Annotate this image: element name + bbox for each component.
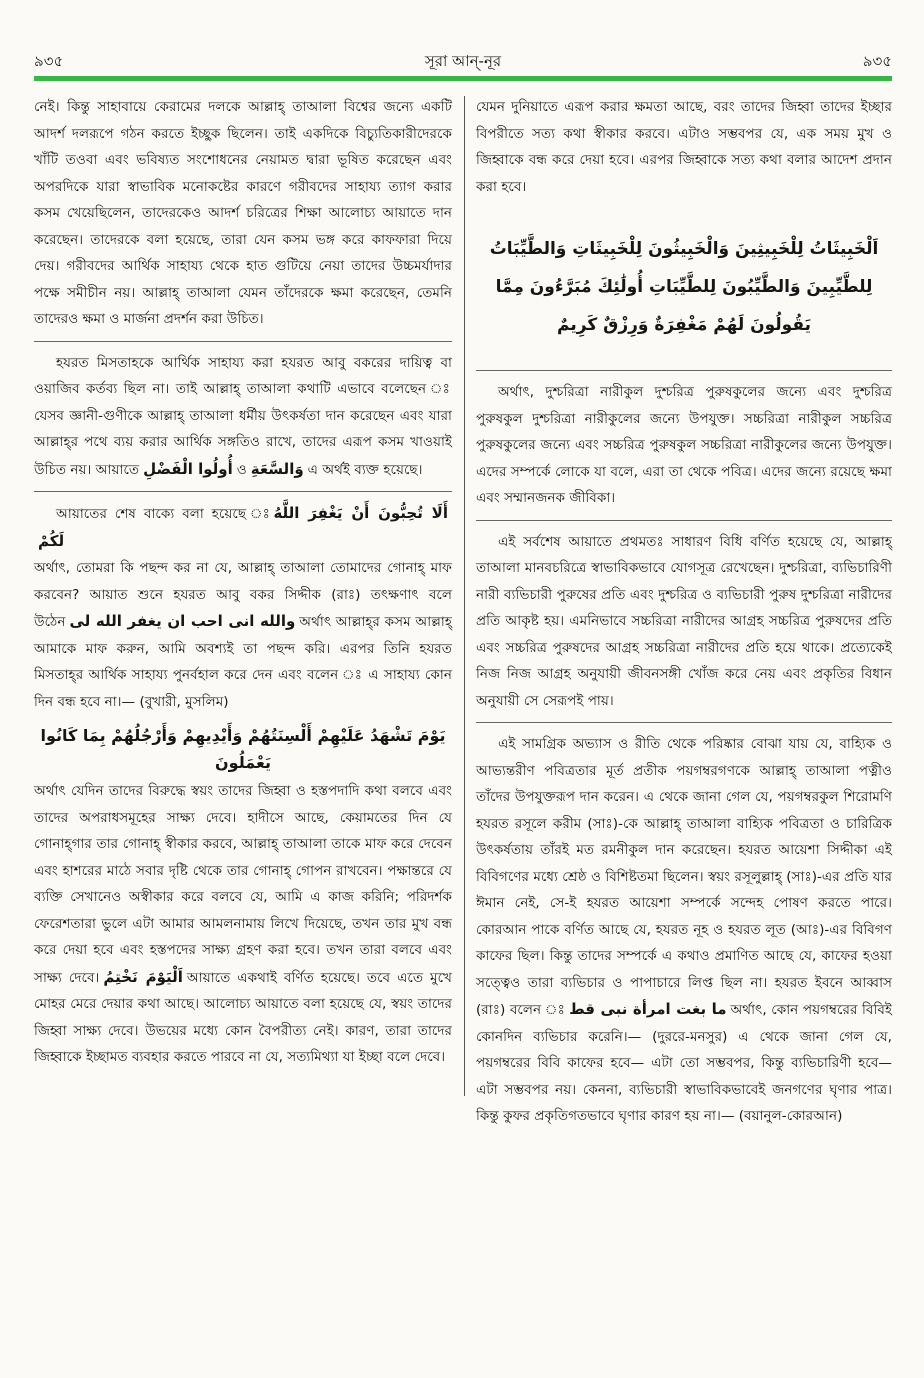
header-green-rule <box>34 76 892 81</box>
page-number-right: ৯৩৫ <box>862 52 892 70</box>
section-rule <box>34 491 452 492</box>
arabic-verse-tashhadu: يَوْمَ تَشْهَدُ عَلَيْهِمْ أَلْسِنَتُهُمْ وَأَيْدِيهِمْ وَأَرْجُلُهُمْ بِمَا كَانُوا يَعْمَلُونَ <box>40 726 446 772</box>
arabic-verse-line: اَلْخَبِيثَاتُ لِلْخَبِيثِينَ وَالْخَبِيثُونَ لِلْخَبِيثَاتِ وَالطَّيِّبَاتُ <box>489 239 879 259</box>
right-paragraph-4-text-a: এই সামগ্রিক অভ্যাস ও রীতি থেকে পরিষ্কার বোঝা যায় যে, বাহ্যিক ও আভ্যন্তরীণ পবিত্রতার মূর্ত প্রতীক পয়গম্বরগণকে আল্লাহ্ তাআলা পত্নীও তাঁদের উপযুক্তরূপ দান করেন। এ থেকে জানা গেল যে, পয়গম্বরকুল শিরোমণি হযরত রসূলে করীম (সাঃ)-কে আল্লাহ্ তাআলা বাহ্যিক পবিত্রতা ও চারিত্রিক উৎকর্ষতায় তাঁরই মত রমনীকুল দান করেছেন। হযরত আয়েশা সিদ্দীকা এই বিবিগণের মধ্যে শ্রেষ্ঠ ও বিশিষ্টতমা ছিলেন। স্বয়ং রসূলুল্লাহ্ (সাঃ)-এর প্রতি যার ঈমান নেই, সে-ই হযরত আয়েশা সম্পর্কে সন্দেহ পোষণ করতে পারে। কোরআন পাকে বর্ণিত আছে যে, হযরত নূহ ও হযরত লূত (আঃ)-এর বিবিগণ কাফের ছিল। কিন্তু তাদের সম্পর্কে এ কথাও প্রমাণিত আছে যে, কাফের হওয়া সত্ত্বেও তারা ব্যভিচার ও পাপাচারে লিপ্ত ছিল না। হযরত ইবনে আব্বাস (রাঃ) বলেন ঃ <box>476 736 892 1018</box>
left-paragraph-2-text-a: হযরত মিসতাহকে আর্থিক সাহায্য করা হযরত আবু বকরের দায়িত্ব বা ওয়াজিব কর্তব্য ছিল না। তাই আল্লাহ্ তাআলা কথাটি এভাবে বলেছেন ঃ যেসব জ্ঞানী-গুণীকে আল্লাহ্ তাআলা ধর্মীয় উৎকর্ষতা দান করেছেন এবং যারা আল্লাহ্‌র পথে ব্যয় করার আর্থিক সঙ্গতিও রাখে, তাদের এরূপ কসম খাওয়াই উচিত নয়। আয়াতে <box>34 354 452 478</box>
section-rule <box>476 370 892 371</box>
left-paragraph-1: নেই। কিন্তু সাহাবায়ে কেরামের দলকে আল্লাহ্ তাআলা বিশ্বের জন্যে একটি আদর্শ দলরূপে গঠন করতে ইচ্ছুক ছিলেন। তাই একদিকে বিচ্যুতিকারীদেরকে খাঁটি তওবা এবং ভবিষ্যত সংশোধনের নেয়ামত দ্বারা ভূষিত করেছেন এবং অপরদিকে যারা স্বাভাবিক মনোকষ্টের কারণে গরীবদের সাহায্য ত্যাগ করার কসম খেয়েছিলেন, তাদেরকেও আদর্শ চরিত্রের শিক্ষা আলোচ্য আয়াতে দান করেছেন। তাদেরকে বলা হয়েছে, তারা যেন কসম ভঙ্গ করে কাফফারা দিয়ে দেয়। গরীবদের আর্থিক সাহায্য থেকে হাত গুটিয়ে নেয়া তাদের উচ্চমর্যাদার পক্ষে সমীচীন নয়। আল্লাহ্ তাআলা যেমন তাঁদেরকে ক্ষমা করেছেন, তেমনি তাদেরও ক্ষমা ও মার্জনা প্রদর্শন করা উচিত। <box>34 99 452 327</box>
arabic-phrase-ala-tuhibbuna: أَلَا تُحِبُّونَ أَنْ يَغْفِرَ اللَّهُ لَكُمْ <box>38 504 448 550</box>
arabic-phrase-alyawma-nakhtimu: اَلْيَوْمَ نَخْتِمُ <box>103 967 183 986</box>
page-header <box>34 46 892 76</box>
left-paragraph-3-text-a: আয়াতের শেষ বাক্যে বলা হয়েছে ঃ <box>56 506 274 522</box>
right-paragraph-4 <box>476 731 892 1130</box>
arabic-phrase-ma-baghat: ما بغت امرأة نبى قط <box>569 1000 727 1018</box>
arabic-verse-line: لِلطَّيِّبِينَ وَالطَّيِّبُونَ لِلطَّيِّبَاتِ أُولَٰئِكَ مُبَرَّءُونَ مِمَّا <box>495 277 873 297</box>
left-paragraph-3 <box>34 500 452 715</box>
surah-title: সূরা আন্-নূর <box>424 52 502 70</box>
right-paragraph-2: অর্থাৎ, দুশ্চরিত্রা নারীকুল দুশ্চরিত্র পুরুষকুলের জন্যে এবং দুশ্চরিত্র পুরুষকুল দুশ্চরিত্রা নারীকুলের জন্যে উপযুক্ত। সচ্চরিত্রা নারীকুল সচ্চরিত্র পুরুষকুলের জন্যে এবং সচ্চরিত্র পুরুষকুল সচ্চরিত্রা নারীকুলের জন্যে উপযুক্ত। এদের সম্পর্কে লোকে যা বলে, এরা তা থেকে পবিত্র। এদের জন্যে রয়েছে ক্ষমা এবং সম্মানজনক জীবিকা। <box>476 384 892 506</box>
right-paragraph-3: এই সর্বশেষ আয়াতে প্রথমতঃ সাধারণ বিধি বর্ণিত হয়েছে যে, আল্লাহ্ তাআলা মানবচরিত্রে স্বাভাবিকভাবে যোগসূত্র রেখেছেন। দুশ্চরিত্রা, ব্যভিচারিণী নারী ব্যভিচারী পুরুষের প্রতি এবং দুশ্চরিত্র ও ব্যভিচারী পুরুষ দুশ্চরিত্রা নারীদের প্রতি আকৃষ্ট হয়। এমনিভাবে সচ্চরিত্রা নারীদের আগ্রহ সচ্চরিত্র পুরুষদের প্রতি এবং সচ্চরিত্র পুরুষদের আগ্রহ সচ্চরিত্রা নারীদের প্রতি হয়ে থাকে। প্রত্যেকেই নিজ নিজ আগ্রহ অনুযায়ী জীবনসঙ্গী খোঁজ করে নেয় এবং প্রকৃতির বিধান অনুযায়ী সে সেরূপই পায়। <box>476 533 892 709</box>
left-paragraph-3-text-b: অর্থাৎ, তোমরা কি পছন্দ কর না যে, আল্লাহ্ তাআলা তোমাদের গোনাহ্ মাফ করবেন? আয়াত শুনে হযরত আবু বকর সিদ্দীক (রাঃ) তৎক্ষণাৎ বলে উঠেন <box>34 560 452 630</box>
section-rule <box>476 520 892 521</box>
section-rule <box>476 722 892 723</box>
left-paragraph-4-text-a: অর্থাৎ যেদিন তাদের বিরুদ্ধে স্বয়ং তাদের জিহ্বা ও হস্তপদাদি কথা বলবে এবং তাদের অপরাধসমূহের সাক্ষ্য দেবে। হাদীসে আছে, কেয়ামতের দিন যে গোনাহ্‌গার তার গোনাহ্ স্বীকার করবে, আল্লাহ্ তাআলা তাকে মাফ করে দেবেন এবং হাশরের মাঠে সবার দৃষ্টি থেকে তার গোনাহ্ গোপন রাখবেন। পক্ষান্তরে যে ব্যক্তি সেখানেও অস্বীকার করে বলবে যে, আমি এ কাজ করিনি; পরিদর্শক ফেরেশতারা ভুলে এটা আমার আমলনামায় লিখে দিয়েছে, তখন তার মুখ বন্ধ করে দেয়া হবে এবং হস্তপদের সাক্ষ্য গ্রহণ করা হবে। তখন তারা বলবে এবং সাক্ষ্য দেবে। <box>34 783 452 986</box>
left-paragraph-2-text-c: এ অর্থই ব্যক্ত হয়েছে। <box>307 461 423 478</box>
arabic-verse-line: يَقُولُونَ لَهُمْ مَغْفِرَةٌ وَرِزْقٌ كَرِيمٌ <box>557 315 811 335</box>
right-paragraph-4-text-b: অর্থাৎ, কোন পয়গম্বরের বিবিই কোনদিন ব্যভিচার করেনি।— (দুররে-মনসুর) এ থেকে জানা গেল যে, পয়গম্বরের বিবি কাফের হবে— এটা তো সম্ভবপর, কিন্তু ব্যভিচারিণী হবে— এটা সম্ভবপর নয়। কেননা, ব্যভিচারী স্বাভাবিকভাবেই জনগণের ঘৃণার পাত্র। কিন্তু কুফর প্রকৃতিগতভাবে ঘৃণার কারণ হয় না।— (বয়ানুল-কোরআন) <box>476 1002 893 1124</box>
arabic-phrase-ulul-fadl: أُولُوا الْفَضْلِ <box>143 459 233 478</box>
left-paragraph-2 <box>34 350 452 484</box>
page-number-left: ৯৩৫ <box>34 52 64 70</box>
arabic-phrase-wassaah: وَالسَّعَةِ <box>250 459 304 478</box>
column-divider <box>464 96 465 1096</box>
right-paragraph-1: যেমন দুনিয়াতে এরূপ করার ক্ষমতা আছে, বরং তাদের জিহ্বা তাদের ইচ্ছার বিপরীতে সত্য কথা স্বীকার করবে। এটাও সম্ভবপর যে, এক সময় মুখ ও জিহ্বাকে বন্ধ করে দেয়া হবে। এরপর জিহ্বাকে সত্য কথা বলার আদেশ প্রদান করা হবে। <box>476 99 892 195</box>
arabic-phrase-abu-bakr: والله انى احب ان يغفر الله لى <box>69 612 296 630</box>
right-column <box>476 94 892 1138</box>
left-paragraph-4 <box>34 778 452 1071</box>
left-paragraph-4-text-b: আয়াতে একথাই বর্ণিত হয়েছে। তবে এতে মুখে মোহর মেরে দেয়ার কথা আছে। আলোচ্য আয়াতে বলা হয়েছে যে, স্বয়ং তাদের জিহ্বা সাক্ষ্য দেবে। উভয়ের মধ্যে কোন বৈপরীত্য নেই। কারণ, তারা তাদের জিহ্বাকে ইচ্ছামত ব্যবহার করতে পারবে না যে, সত্যমিথ্যা যা ইচ্ছা বলে দেবে। <box>34 969 452 1065</box>
left-paragraph-3-text-c: অর্থাৎ আল্লাহ্‌র কসম আল্লাহ্ আমাকে মাফ করুন, আমি অবশ্যই তা পছন্দ করি। এরপর তিনি হযরত মিসতাহ্‌র আর্থিক সাহায্য পুনর্বহাল করে দেন এবং বলেন ঃ এ সাহায্য কোন দিন বন্ধ হবে না।— (বুখারী, মুসলিম) <box>34 614 453 710</box>
left-paragraph-2-conj: ও <box>236 461 247 478</box>
section-rule <box>34 341 452 342</box>
left-column <box>34 94 452 1079</box>
arabic-verse-khabithat <box>476 234 892 340</box>
